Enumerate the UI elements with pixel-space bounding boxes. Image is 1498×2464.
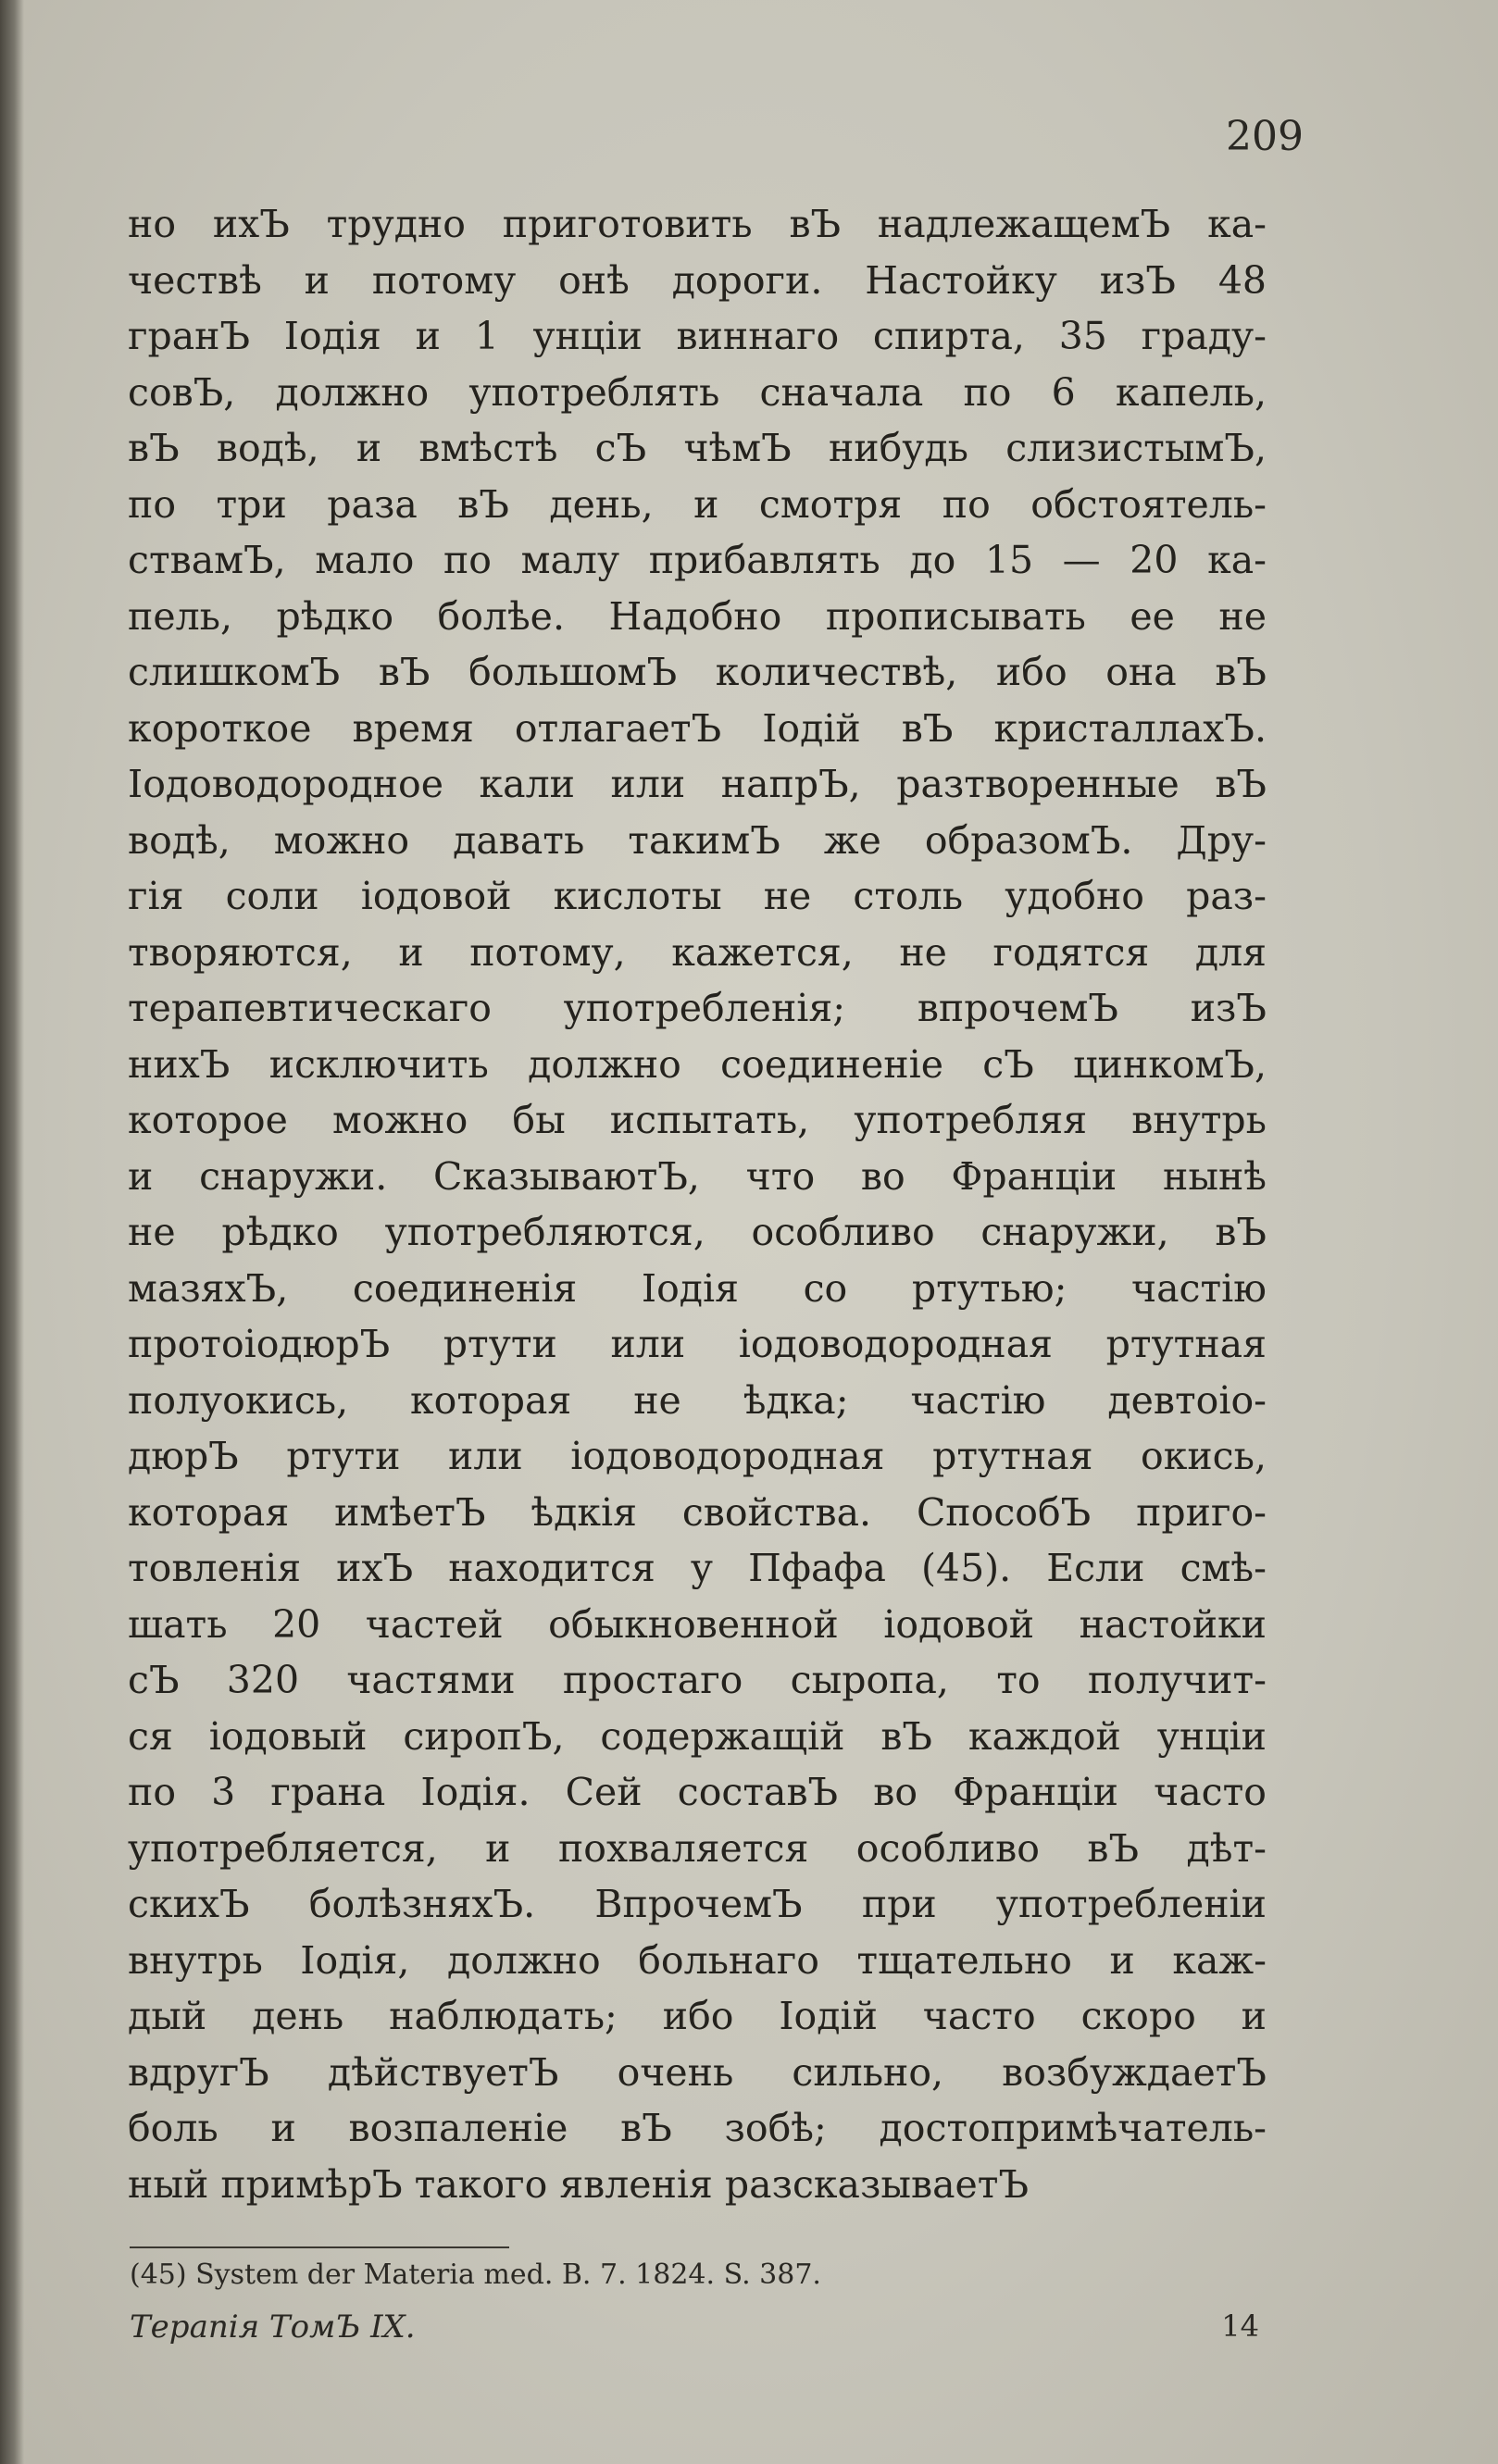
text-line: пель, рѣдко болѣе. Надобно прописывать ее не [128,593,1267,639]
text-line: совЪ, должно употреблять сначала по 6 капель, [128,369,1267,415]
page-spine-shadow [0,0,24,2464]
text-line: творяются, и потому, кажется, не годятся для [128,929,1267,975]
text-line: терапевтическаго употребленія; впрочемЪ изЪ [128,986,1267,1030]
text-line: ный примѣрЪ такого явленія разсказываетЪ [128,2161,1030,2207]
text-line: которое можно бы испытать, употребляя внутрь [128,1098,1267,1142]
footnote: (45) System der Materia med. B. 7. 1824. S. 387. [130,2259,821,2291]
text-line: ствамЪ, мало по малу прибавлять до 15 — 20 ка- [128,538,1267,582]
text-line: сЪ 320 частями простаго сыропа, то получит- [128,1658,1267,1702]
text-line: водѣ, можно давать такимЪ же образомЪ. Дру- [128,817,1267,863]
text-line: нихЪ исключить должно соединеніе сЪ цинкомЪ, [128,1041,1267,1087]
signature-mark: Терапія ТомЪ IX. [130,2308,416,2346]
text-line: употребляется, и похваляется особливо вЪ дѣт- [128,1825,1267,1871]
text-line: мазяхЪ, соединенія Іодія со ртутью; частію [128,1265,1267,1311]
text-line: дый день наблюдать; ибо Іодій часто скоро и [128,1994,1267,2038]
text-line: по 3 грана Іодія. Сей составЪ во Франціи часто [128,1770,1267,1814]
text-line: которая имѣетЪ ѣдкія свойства. СпособЪ приго- [128,1489,1267,1535]
text-line: гранЪ Іодія и 1 унціи виннаго спирта, 35 граду- [128,314,1267,358]
text-line: протоіодюрЪ ртути или іодоводородная ртутная [128,1322,1267,1366]
text-line: Іодоводородное кали или напрЪ, разтворенные вЪ [128,762,1267,806]
body-text [128,196,1267,2212]
text-line: но ихЪ трудно приготовить вЪ надлежащемЪ ка- [128,202,1267,246]
text-line: вЪ водѣ, и вмѣстѣ сЪ чѣмЪ нибудь слизистымЪ, [128,426,1267,470]
text-line: короткое время отлагаетЪ Іодій вЪ кристаллахЪ. [128,705,1267,751]
text-line: скихЪ болѣзняхЪ. ВпрочемЪ при употребленіи [128,1882,1267,1926]
text-line: товленія ихЪ находится у Пфафа (45). Если смѣ- [128,1546,1267,1590]
text-line: слишкомЪ вЪ большомЪ количествѣ, ибо она вЪ [128,650,1267,694]
text-line: внутрь Іодія, должно больнаго тщательно и каж- [128,1937,1267,1983]
text-line: по три раза вЪ день, и смотря по обстоятель- [128,481,1267,527]
text-line: дюрЪ ртути или іодоводородная ртутная окись, [128,1434,1267,1478]
sheet-number: 14 [1221,2308,1259,2344]
text-line: гія соли іодовой кислоты не столь удобно раз- [128,874,1267,918]
text-line: боль и возпаленіе вЪ зобѣ; достопримѣчатель- [128,2106,1267,2150]
text-line: не рѣдко употребляются, особливо снаружи, вЪ [128,1210,1267,1254]
text-line: полуокись, которая не ѣдка; частію девтоіо- [128,1377,1267,1423]
text-line: вдругЪ дѣйствуетЪ очень сильно, возбуждаетЪ [128,2049,1267,2095]
page-number: 209 [1226,113,1304,160]
text-line: ся іодовый сиропЪ, содержащій вЪ каждой унціи [128,1713,1267,1759]
text-line: чествѣ и потому онѣ дороги. Настойку изЪ 48 [128,257,1267,303]
text-line: шать 20 частей обыкновенной іодовой настойки [128,1601,1267,1647]
text-line: и снаружи. СказываютЪ, что во Франціи нынѣ [128,1153,1267,1199]
footnote-divider [130,2246,509,2248]
